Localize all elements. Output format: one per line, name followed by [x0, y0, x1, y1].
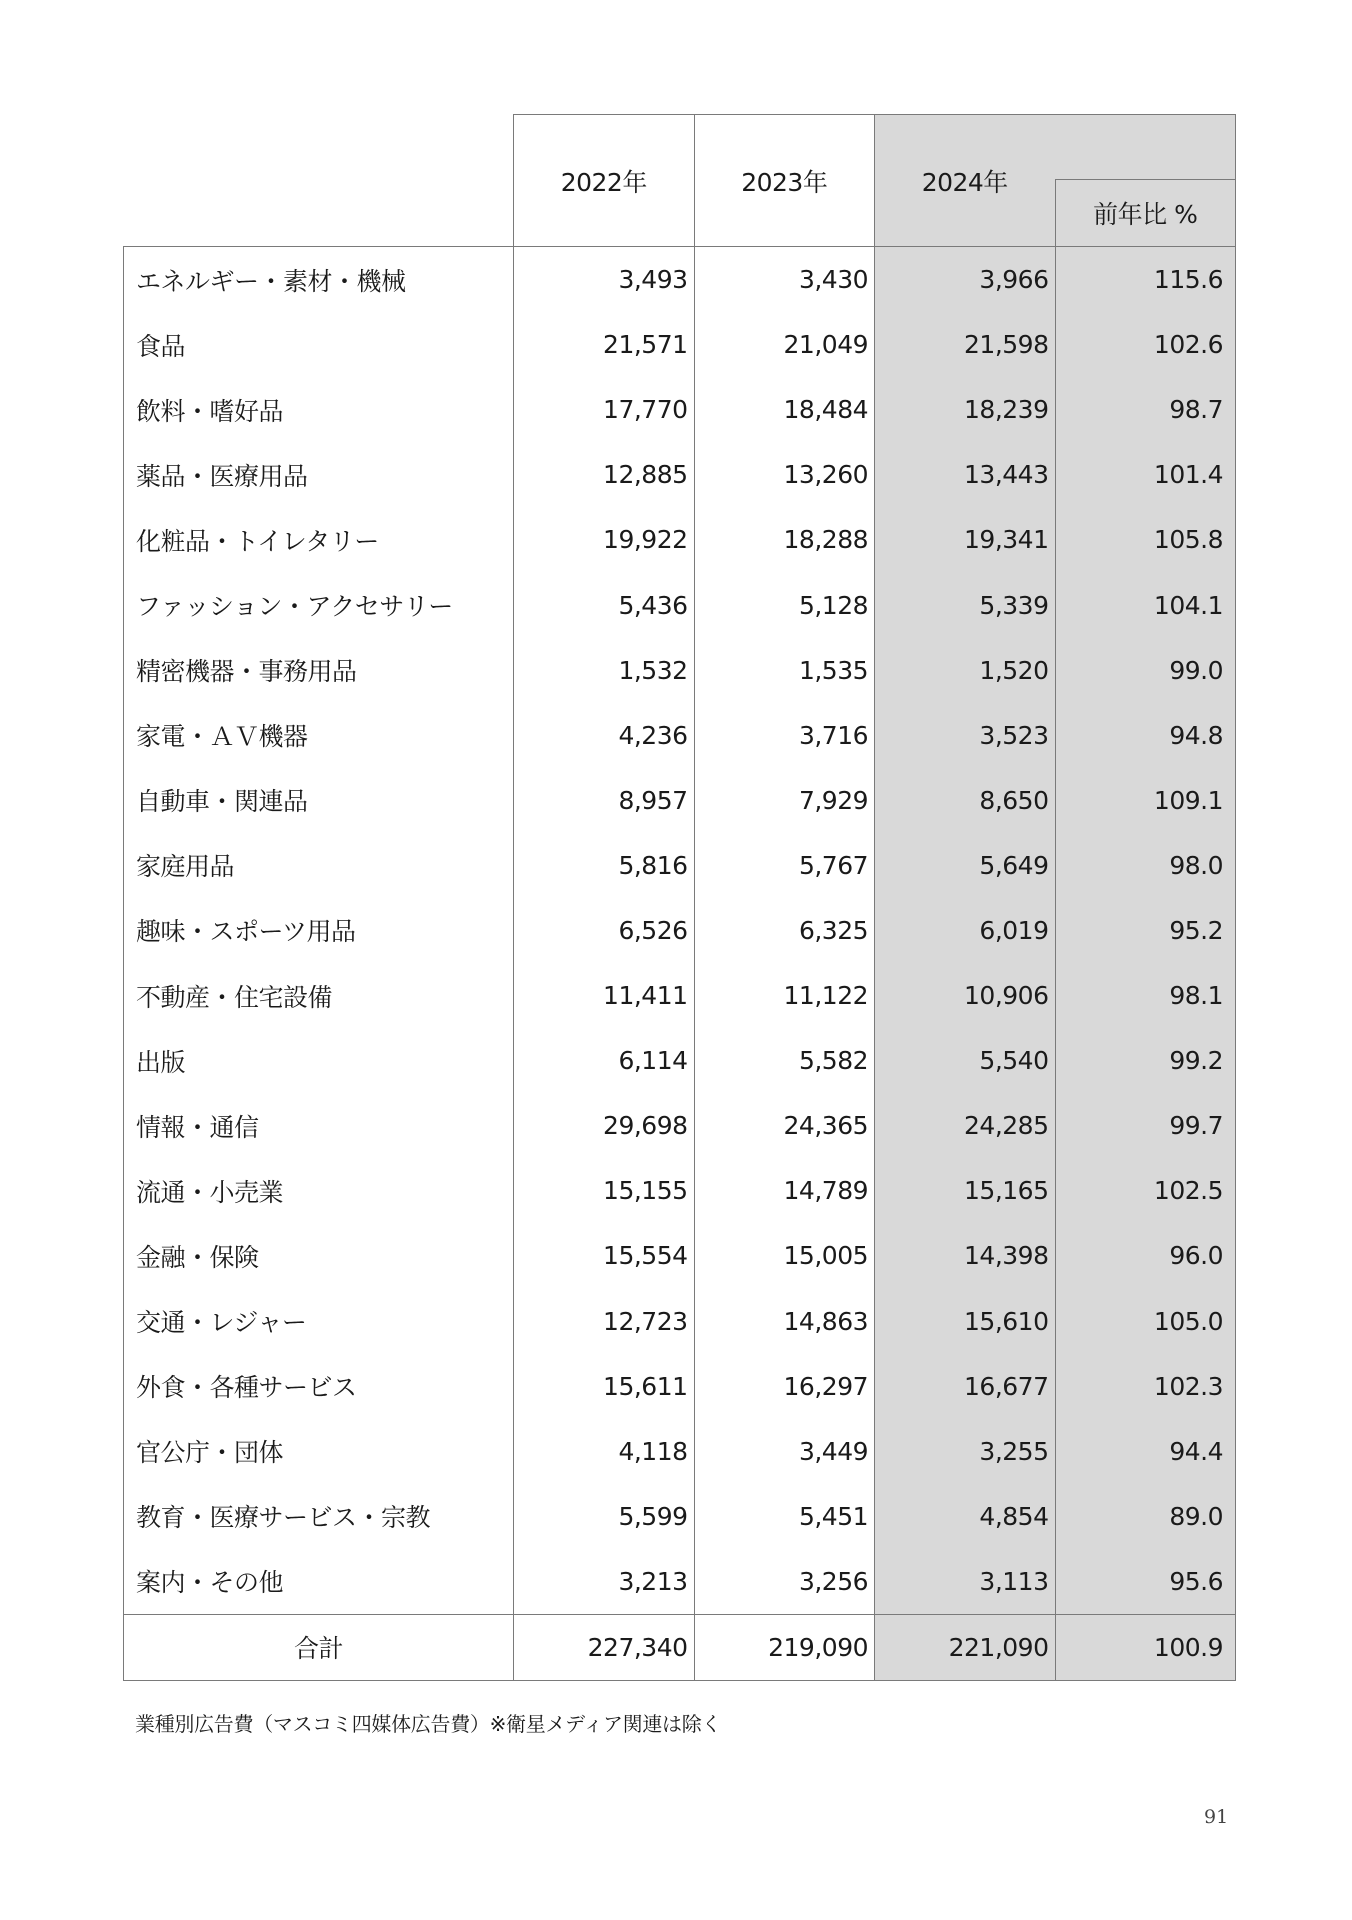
value-2024: 4,854 [875, 1484, 1055, 1549]
category-label: 家庭用品 [124, 833, 514, 898]
value-2024: 15,165 [875, 1158, 1055, 1223]
total-2023: 219,090 [694, 1614, 874, 1680]
category-label: 薬品・医療用品 [124, 442, 514, 507]
total-2024: 221,090 [875, 1614, 1055, 1680]
category-label: 趣味・スポーツ用品 [124, 898, 514, 963]
header-2024: 2024年 [875, 115, 1055, 247]
value-2023: 16,297 [694, 1354, 874, 1419]
value-2022: 1,532 [514, 638, 694, 703]
value-2023: 18,288 [694, 507, 874, 572]
category-label: 教育・医療サービス・宗教 [124, 1484, 514, 1549]
value-2024: 14,398 [875, 1223, 1055, 1288]
value-2024: 15,610 [875, 1289, 1055, 1354]
table-row [124, 638, 1236, 703]
table-row [124, 1158, 1236, 1223]
table-row [124, 1223, 1236, 1288]
value-2022: 12,723 [514, 1289, 694, 1354]
value-2022: 4,236 [514, 703, 694, 768]
table-row [124, 1093, 1236, 1158]
table-row [124, 768, 1236, 833]
yoy-ratio: 104.1 [1055, 572, 1236, 637]
category-label: 不動産・住宅設備 [124, 963, 514, 1028]
category-label: エネルギー・素材・機械 [124, 247, 514, 313]
value-2022: 17,770 [514, 377, 694, 442]
header-blank-cell [124, 115, 514, 247]
category-label: 金融・保険 [124, 1223, 514, 1288]
category-label: 食品 [124, 312, 514, 377]
table-body [124, 247, 1236, 1615]
value-2022: 15,155 [514, 1158, 694, 1223]
value-2024: 24,285 [875, 1093, 1055, 1158]
yoy-ratio: 99.7 [1055, 1093, 1236, 1158]
value-2024: 3,966 [875, 247, 1055, 313]
value-2022: 15,611 [514, 1354, 694, 1419]
table-row [124, 442, 1236, 507]
value-2023: 3,430 [694, 247, 874, 313]
value-2023: 14,789 [694, 1158, 874, 1223]
yoy-ratio: 109.1 [1055, 768, 1236, 833]
yoy-ratio: 94.8 [1055, 703, 1236, 768]
value-2022: 19,922 [514, 507, 694, 572]
value-2023: 24,365 [694, 1093, 874, 1158]
value-2023: 21,049 [694, 312, 874, 377]
value-2022: 4,118 [514, 1419, 694, 1484]
value-2023: 14,863 [694, 1289, 874, 1354]
value-2024: 19,341 [875, 507, 1055, 572]
yoy-ratio: 105.8 [1055, 507, 1236, 572]
table-row [124, 247, 1236, 313]
yoy-ratio: 105.0 [1055, 1289, 1236, 1354]
total-row [124, 1614, 1236, 1680]
table-row [124, 1354, 1236, 1419]
table-row [124, 833, 1236, 898]
value-2023: 3,449 [694, 1419, 874, 1484]
value-2022: 6,526 [514, 898, 694, 963]
table-row [124, 1549, 1236, 1615]
table-row [124, 963, 1236, 1028]
yoy-ratio: 98.7 [1055, 377, 1236, 442]
yoy-ratio: 98.0 [1055, 833, 1236, 898]
value-2022: 12,885 [514, 442, 694, 507]
value-2024: 5,540 [875, 1028, 1055, 1093]
value-2022: 5,599 [514, 1484, 694, 1549]
value-2023: 5,582 [694, 1028, 874, 1093]
value-2023: 13,260 [694, 442, 874, 507]
yoy-ratio: 94.4 [1055, 1419, 1236, 1484]
yoy-ratio: 95.2 [1055, 898, 1236, 963]
table-row [124, 572, 1236, 637]
value-2022: 3,213 [514, 1549, 694, 1615]
value-2023: 3,256 [694, 1549, 874, 1615]
value-2023: 5,451 [694, 1484, 874, 1549]
category-label: 自動車・関連品 [124, 768, 514, 833]
category-label: 案内・その他 [124, 1549, 514, 1615]
value-2023: 6,325 [694, 898, 874, 963]
category-label: 精密機器・事務用品 [124, 638, 514, 703]
category-label: 飲料・嗜好品 [124, 377, 514, 442]
value-2024: 5,339 [875, 572, 1055, 637]
value-2024: 13,443 [875, 442, 1055, 507]
yoy-ratio: 89.0 [1055, 1484, 1236, 1549]
table-row [124, 377, 1236, 442]
value-2024: 6,019 [875, 898, 1055, 963]
value-2024: 8,650 [875, 768, 1055, 833]
category-label: 出版 [124, 1028, 514, 1093]
table-row [124, 898, 1236, 963]
category-label: ファッション・アクセサリー [124, 572, 514, 637]
value-2023: 18,484 [694, 377, 874, 442]
value-2024: 18,239 [875, 377, 1055, 442]
value-2024: 5,649 [875, 833, 1055, 898]
value-2024: 3,113 [875, 1549, 1055, 1615]
value-2023: 5,128 [694, 572, 874, 637]
yoy-ratio: 96.0 [1055, 1223, 1236, 1288]
value-2022: 5,436 [514, 572, 694, 637]
value-2024: 3,523 [875, 703, 1055, 768]
category-label: 化粧品・トイレタリー [124, 507, 514, 572]
value-2023: 7,929 [694, 768, 874, 833]
ad-spend-table [123, 114, 1236, 1681]
yoy-ratio: 115.6 [1055, 247, 1236, 313]
table-row [124, 1419, 1236, 1484]
yoy-ratio: 102.6 [1055, 312, 1236, 377]
category-label: 交通・レジャー [124, 1289, 514, 1354]
table-row [124, 1289, 1236, 1354]
table-row [124, 703, 1236, 768]
total-label: 合計 [124, 1614, 514, 1680]
value-2022: 21,571 [514, 312, 694, 377]
total-2022: 227,340 [514, 1614, 694, 1680]
yoy-ratio: 102.5 [1055, 1158, 1236, 1223]
value-2023: 1,535 [694, 638, 874, 703]
yoy-ratio: 99.2 [1055, 1028, 1236, 1093]
yoy-ratio: 101.4 [1055, 442, 1236, 507]
yoy-ratio: 98.1 [1055, 963, 1236, 1028]
value-2022: 5,816 [514, 833, 694, 898]
table-row [124, 1484, 1236, 1549]
value-2022: 8,957 [514, 768, 694, 833]
value-2022: 29,698 [514, 1093, 694, 1158]
value-2024: 10,906 [875, 963, 1055, 1028]
value-2022: 3,493 [514, 247, 694, 313]
value-2022: 11,411 [514, 963, 694, 1028]
category-label: 家電・ＡＶ機器 [124, 703, 514, 768]
header-2023: 2023年 [694, 115, 874, 247]
value-2023: 3,716 [694, 703, 874, 768]
value-2023: 15,005 [694, 1223, 874, 1288]
value-2024: 1,520 [875, 638, 1055, 703]
header-2022: 2022年 [514, 115, 694, 247]
value-2022: 6,114 [514, 1028, 694, 1093]
table-row [124, 312, 1236, 377]
table-row [124, 1028, 1236, 1093]
yoy-ratio: 95.6 [1055, 1549, 1236, 1615]
value-2023: 5,767 [694, 833, 874, 898]
value-2024: 21,598 [875, 312, 1055, 377]
yoy-ratio: 102.3 [1055, 1354, 1236, 1419]
value-2022: 15,554 [514, 1223, 694, 1288]
table-row [124, 507, 1236, 572]
header-2024-extension [1055, 115, 1236, 180]
category-label: 流通・小売業 [124, 1158, 514, 1223]
page-number: 91 [1204, 1806, 1229, 1828]
value-2024: 3,255 [875, 1419, 1055, 1484]
category-label: 外食・各種サービス [124, 1354, 514, 1419]
header-yoy-ratio: 前年比 % [1055, 180, 1236, 247]
table-caption: 業種別広告費（マスコミ四媒体広告費）※衛星メディア関連は除く [135, 1712, 722, 1736]
total-yoy-ratio: 100.9 [1055, 1614, 1236, 1680]
category-label: 官公庁・団体 [124, 1419, 514, 1484]
category-label: 情報・通信 [124, 1093, 514, 1158]
yoy-ratio: 99.0 [1055, 638, 1236, 703]
value-2024: 16,677 [875, 1354, 1055, 1419]
value-2023: 11,122 [694, 963, 874, 1028]
